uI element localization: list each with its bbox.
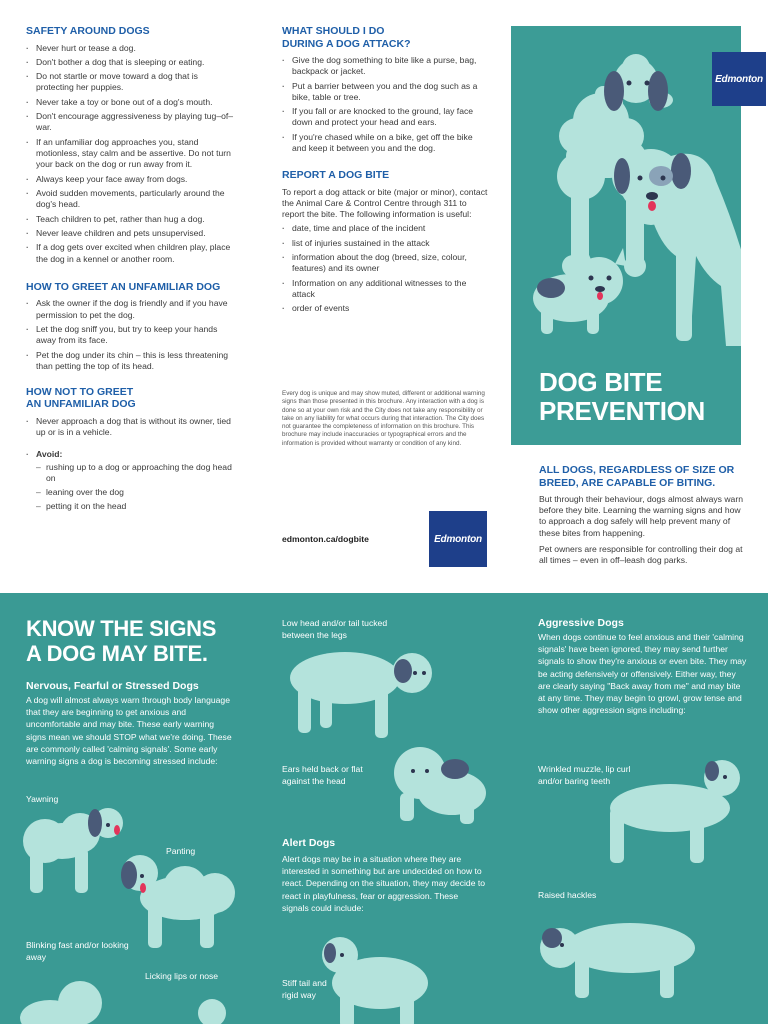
safety-list [26,43,234,265]
aggressive-text: When dogs continue to feel anxious and their 'calming signals' have been ignored, they may send further signals to show they're anxious or even bite. They may be acting defensively or offensively. Either way, they are clearly saying "Back away from me" and may bite at any time. They may begin to growl, grow tense and show other aggression signs including: [538,632,747,716]
column-safety [26,25,234,515]
safety-tip: · Never take a toy or bone out of a dog's mouth. [26,97,234,108]
report-item: · list of injuries sustained in the attack [282,238,488,249]
blinking-label: Blinking fast and/or looking away [26,940,129,963]
edmonton-logo [712,52,766,106]
not-greet-heading-line1: HOW NOT TO GREET [26,385,134,398]
column-attack [282,25,488,318]
wrinkled-muzzle-dog-illustration [610,760,740,863]
cover-subtitle-line2: BREED, ARE CAPABLE OF BITING. [539,476,716,489]
large-dog-ear-left [614,158,630,194]
attack-tip: · If you're chased while on a bike, get off the bike and keep it between you and the dog. [282,132,488,154]
raised-hackles-dog-illustration [540,923,695,998]
alert-heading: Alert Dogs [282,837,336,849]
large-dog-ear-right [671,153,691,189]
cover-title-line2: PREVENTION [539,396,706,426]
disclaimer-text: Every dog is unique and may show muted, different or additional warning signs than those presented in this brochure. Any interaction with a dog is done so at your own risk and the City does not take any responsibility or take on any liability for what occurs during that interaction. The City does not guarantee the completeness of information on this brochure. This brochure may include inaccuracies or typographical errors and the information is provided without warranty or condition of any kind. [282,390,485,447]
safety-tip: · If an unfamiliar dog approaches you, stand motionless, stay calm and be assertive. Do not turn your back on the dog or run away from it. [26,137,234,171]
not-greet-tip: · Never approach a dog that is without its owner, tied up or is in a vehicle. [26,416,234,438]
avoid-list [26,462,234,512]
cover-title [539,368,705,426]
alert-dog-illustration [322,937,428,1024]
report-intro: To report a dog attack or bite (major or minor), contact the Animal Care & Control Centre through 311 to report the bite. The following information is useful: [282,186,488,220]
attack-heading-line2: DURING A DOG ATTACK? [282,37,411,50]
avoid-item: – petting it on the head [26,501,234,512]
licking-dog-illustration [198,999,226,1024]
not-greet-heading-line2: AN UNFAMILIAR DOG [26,398,136,411]
attack-heading [282,25,488,50]
cover-paragraph-1: But through their behaviour, dogs almost always warn before they bite. Learning the warning signs and how to approach a dog safely will help prevent many of these bites from happening. [539,494,743,538]
poodle-ear-left [604,71,624,111]
safety-tip: · Never hurt or tease a dog. [26,43,234,54]
edmonton-logo-text: Edmonton [715,73,763,85]
greet-tip: · Ask the owner if the dog is friendly and if you have permission to pet the dog. [26,298,234,320]
nervous-heading: Nervous, Fearful or Stressed Dogs [26,680,199,692]
greet-tip: · Let the dog sniff you, but try to keep your hands away from its face. [26,324,234,346]
report-list [282,223,488,314]
ears-back-dog-illustration [394,747,486,824]
safety-tip: · Never leave children and pets unsupervised. [26,228,234,239]
low-head-label: Low head and/or tail tucked between the legs [282,618,388,641]
wrinkled-muzzle-label: Wrinkled muzzle, lip curl and/or baring teeth [538,764,631,787]
greet-list [26,298,234,372]
alert-text: Alert dogs may be in a situation where they are interested in something but are undecided on how to react. Depending on the situation, they may decide to react in playfulness, fear or aggression. These signals could include: [282,854,486,913]
greet-heading: HOW TO GREET AN UNFAMILIAR DOG [26,280,221,293]
attack-tip: · Put a barrier between you and the dog such as a bike, table or tree. [282,81,488,103]
report-item: · date, time and place of the incident [282,223,488,234]
dogbite-link[interactable]: edmonton.ca/dogbite [282,534,369,544]
not-greet-list [26,416,234,438]
panting-dog-illustration [122,855,235,948]
signs-title-line1: KNOW THE SIGNS [26,616,217,641]
report-heading: REPORT A DOG BITE [282,169,390,182]
yawning-label: Yawning [26,794,59,804]
edmonton-logo-small [429,511,487,567]
greet-tip: · Pet the dog under its chin – this is less threatening than petting the top of its head. [26,350,234,372]
stiff-tail-label: Stiff tail and rigid way [282,978,327,1001]
raised-hackles-label: Raised hackles [538,890,597,900]
report-item: · information about the dog (breed, size, colour, features) and its owner [282,252,488,274]
safety-tip: · Don't encourage aggressiveness by playing tug–of–war. [26,111,234,133]
attack-tip: · If you fall or are knocked to the ground, lay face down and protect your head and ears. [282,106,488,128]
safety-heading: SAFETY AROUND DOGS [26,25,150,37]
ears-back-label: Ears held back or flat against the head [282,764,363,787]
safety-tip: · Don't bother a dog that is sleeping or eating. [26,57,234,68]
avoid-label: Avoid: [36,449,63,460]
safety-tip: · Do not startle or move toward a dog that is protecting her puppies. [26,71,234,93]
cover-subtitle [539,464,749,489]
licking-label: Licking lips or nose [145,971,219,981]
report-item: · Information on any additional witnesses to the attack [282,278,488,300]
poodle-ear-right [648,71,668,111]
avoid-item: – leaning over the dog [26,487,234,498]
not-greet-heading [26,386,234,411]
panting-label: Panting [166,846,196,856]
safety-tip: · Avoid sudden movements, particularly around the dog's head. [26,188,234,210]
cover-title-line1: DOG BITE [539,367,663,397]
report-item: · order of events [282,303,488,314]
safety-tip: · Always keep your face away from dogs. [26,174,234,185]
attack-list [282,55,488,154]
avoid-item: – rushing up to a dog or approaching the dog head on [26,462,234,484]
signs-title-line2: A DOG MAY BITE. [26,641,208,666]
avoid-list-label [26,449,234,460]
cover-subtitle-line1: ALL DOGS, REGARDLESS OF SIZE OR [539,464,735,476]
cover-paragraph-2: Pet owners are responsible for controlling their dog at all times – even in off–leash dog parks. [539,544,743,566]
safety-tip: · If a dog gets over excited when children play, place the dog in a kennel or another room. [26,242,234,264]
aggressive-heading: Aggressive Dogs [538,617,624,629]
attack-tip: · Give the dog something to bite like a purse, bag, backpack or jacket. [282,55,488,77]
yawning-dog-illustration [23,808,123,893]
safety-tip: · Teach children to pet, rather than hug a dog. [26,214,234,225]
edmonton-logo-small-text: Edmonton [434,533,482,545]
warning-signs-section [0,593,768,1024]
nervous-text: A dog will almost always warn through body language that they are beginning to get anxious and uncomfortable and may bite. These early warning signs mean we should STOP what we're doing. These are commonly called 'calming signals'. Some early warning signs a dog is becoming stressed include: [26,695,232,767]
attack-heading-line1: WHAT SHOULD I DO [282,25,385,37]
signs-dogs-illustration [0,593,768,1024]
blinking-dog-illustration [20,981,102,1024]
